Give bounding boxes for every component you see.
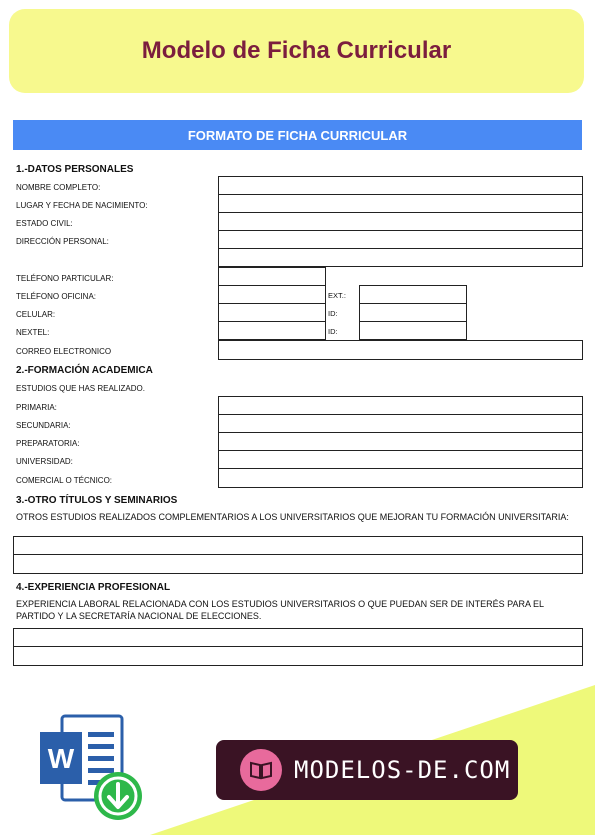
nextel-id-field[interactable] — [359, 321, 467, 340]
label-secundaria: SECUNDARIA: — [16, 421, 71, 430]
label-comercial: COMERCIAL O TÉCNICO: — [16, 476, 113, 485]
download-icon — [94, 772, 142, 820]
brand-badge[interactable] — [216, 740, 518, 800]
otros-estudios-field-2[interactable] — [13, 554, 583, 574]
label-id-nextel: ID: — [328, 327, 338, 336]
section-title-datos-personales: 1.-DATOS PERSONALES — [16, 164, 134, 175]
label-estudios: ESTUDIOS QUE HAS REALIZADO. — [16, 384, 145, 393]
nextel-field[interactable] — [218, 321, 326, 340]
celular-field[interactable] — [218, 303, 326, 322]
form-header: FORMATO DE FICHA CURRICULAR — [13, 120, 582, 150]
experiencia-field-1[interactable] — [13, 628, 583, 647]
direccion-field-1[interactable] — [218, 230, 583, 249]
telefono-oficina-field[interactable] — [218, 285, 326, 304]
experiencia-text: EXPERIENCIA LABORAL RELACIONADA CON LOS ESTUDIOS UNIVERSITARIOS O QUE PUEDAN SER DE INTERÉS PARA EL PARTIDO Y LA SECRETARÍA NACIONAL DE ELECCIONES. — [16, 599, 544, 621]
section-title-otros-titulos: 3.-OTRO TÍTULOS Y SEMINARIOS — [16, 495, 178, 506]
otros-estudios-field-1[interactable] — [13, 536, 583, 555]
experiencia-field-2[interactable] — [13, 646, 583, 666]
word-document-icon[interactable] — [38, 712, 148, 827]
comercial-field[interactable] — [218, 468, 583, 488]
book-icon — [240, 749, 282, 791]
brand-text: MODELOS-DE.COM — [294, 756, 511, 784]
label-telefono-oficina: TELÉFONO OFICINA: — [16, 292, 97, 301]
preparatoria-field[interactable] — [218, 432, 583, 451]
celular-id-field[interactable] — [359, 303, 467, 322]
label-id-celular: ID: — [328, 309, 338, 318]
primaria-field[interactable] — [218, 396, 583, 415]
label-nextel: NEXTEL: — [16, 328, 50, 337]
direccion-field-2[interactable] — [218, 248, 583, 267]
universidad-field[interactable] — [218, 450, 583, 469]
label-primaria: PRIMARIA: — [16, 403, 57, 412]
svg-text:W: W — [47, 743, 75, 774]
page-title: Modelo de Ficha Curricular — [141, 37, 452, 64]
telefono-particular-field[interactable] — [218, 267, 326, 286]
estado-civil-field[interactable] — [218, 212, 583, 231]
label-lugar-fecha: LUGAR Y FECHA DE NACIMIENTO: — [16, 201, 148, 210]
section-title-formacion: 2.-FORMACIÓN ACADEMICA — [16, 365, 153, 376]
title-banner — [9, 9, 584, 93]
label-nombre: NOMBRE COMPLETO: — [16, 183, 101, 192]
correo-field[interactable] — [218, 340, 583, 360]
section-title-experiencia: 4.-EXPERIENCIA PROFESIONAL — [16, 582, 171, 593]
otros-estudios-text: OTROS ESTUDIOS REALIZADOS COMPLEMENTARIOS A LOS UNIVERSITARIOS QUE MEJORAN TU FORMACIÓN UNIVERSITARIA: — [16, 512, 569, 522]
label-estado-civil: ESTADO CIVIL: — [16, 219, 73, 228]
secundaria-field[interactable] — [218, 414, 583, 433]
label-ext: EXT.: — [328, 291, 346, 300]
nombre-field[interactable] — [218, 176, 583, 195]
label-correo: CORREO ELECTRONICO — [16, 347, 112, 356]
lugar-fecha-field[interactable] — [218, 194, 583, 213]
label-direccion: DIRECCIÓN PERSONAL: — [16, 237, 109, 246]
label-universidad: UNIVERSIDAD: — [16, 457, 73, 466]
label-preparatoria: PREPARATORIA: — [16, 439, 80, 448]
label-celular: CELULAR: — [16, 310, 56, 319]
ext-field[interactable] — [359, 285, 467, 304]
label-telefono-particular: TELÉFONO PARTICULAR: — [16, 274, 114, 283]
